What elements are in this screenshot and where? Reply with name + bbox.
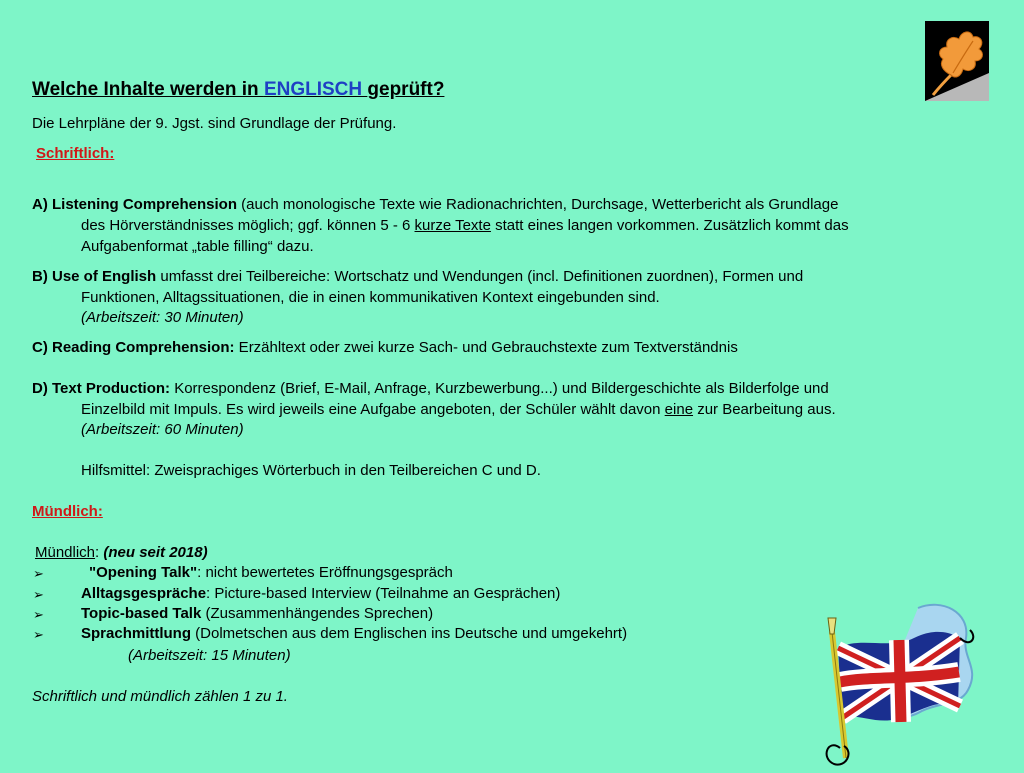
underlined-eine: eine bbox=[664, 401, 694, 418]
title-english: ENGLISCH bbox=[263, 79, 368, 100]
section-d-time: (Arbeitszeit: 60 Minuten) bbox=[81, 421, 244, 438]
schriftlich-label: Schriftlich: bbox=[36, 145, 115, 162]
bullet-icon: ➢ bbox=[33, 587, 44, 602]
section-a-label: A) Listening Comprehension bbox=[32, 196, 238, 213]
oak-leaf-icon bbox=[925, 21, 989, 101]
list-item: Alltagsgespräche: Picture-based Interview (Teilnahme an Gesprächen) bbox=[81, 585, 561, 602]
section-d-label: D) Text Production: bbox=[32, 380, 171, 397]
section-a-line2: des Hörverständnisses möglich; ggf. können 5 - 6 kurze Texte statt eines langen vorkommen. Zusätzlich kommt das bbox=[81, 217, 849, 234]
section-b-line1: B) Use of English umfasst drei Teilbereiche: Wortschatz und Wendungen (incl. Definitionen zuordnen), Formen und bbox=[32, 268, 804, 285]
hilfsmittel-text: Hilfsmittel: Zweisprachiges Wörterbuch in den Teilbereichen C und D. bbox=[81, 462, 541, 479]
page-title bbox=[32, 79, 444, 101]
bullet-icon: ➢ bbox=[33, 627, 44, 642]
muendlich-heading bbox=[32, 503, 103, 521]
bullet-icon: ➢ bbox=[33, 566, 44, 581]
muendlich-label: Mündlich: bbox=[32, 503, 103, 520]
section-b-label: B) Use of English bbox=[32, 268, 157, 285]
muendlich-time: (Arbeitszeit: 15 Minuten) bbox=[128, 647, 291, 664]
muendlich-subheading: Mündlich: (neu seit 2018) bbox=[35, 544, 208, 561]
section-a-line1: A) Listening Comprehension (auch monologische Texte wie Radionachrichten, Durchsage, Wetterbericht als Grundlage bbox=[32, 196, 839, 213]
underlined-kurze-texte: kurze Texte bbox=[414, 217, 491, 234]
section-b-time: (Arbeitszeit: 30 Minuten) bbox=[81, 309, 244, 326]
title-part3: geprüft? bbox=[367, 79, 445, 100]
intro-text: Die Lehrpläne der 9. Jgst. sind Grundlage der Prüfung. bbox=[32, 115, 397, 132]
list-item: Topic-based Talk (Zusammenhängendes Sprechen) bbox=[81, 605, 434, 622]
section-c-label: C) Reading Comprehension: bbox=[32, 339, 235, 356]
schriftlich-heading bbox=[36, 145, 114, 163]
footer-note: Schriftlich und mündlich zählen 1 zu 1. bbox=[32, 688, 288, 705]
section-c-line1: C) Reading Comprehension: Erzähltext oder zwei kurze Sach- und Gebrauchstexte zum Textverständnis bbox=[32, 339, 738, 356]
list-item: "Opening Talk": nicht bewertetes Eröffnungsgespräch bbox=[89, 564, 453, 581]
section-d-line2: Einzelbild mit Impuls. Es wird jeweils eine Aufgabe angeboten, der Schüler wählt davon eine zur Bearbeitung aus. bbox=[81, 401, 836, 418]
title-part1: Welche Inhalte werden in bbox=[32, 79, 264, 100]
section-b-line2: Funktionen, Alltagssituationen, die in einen kommunikativen Kontext eingebunden sind. bbox=[81, 289, 660, 306]
section-a-line3: Aufgabenformat „table filling“ dazu. bbox=[81, 238, 314, 255]
section-d-line1: D) Text Production: Korrespondenz (Brief, E-Mail, Anfrage, Kurzbewerbung...) und Bildergeschichte als Bilderfolge und bbox=[32, 380, 829, 397]
union-jack-flag-icon bbox=[810, 598, 980, 768]
list-item: Sprachmittlung (Dolmetschen aus dem Englischen ins Deutsche und umgekehrt) bbox=[81, 625, 628, 642]
bullet-icon: ➢ bbox=[33, 607, 44, 622]
